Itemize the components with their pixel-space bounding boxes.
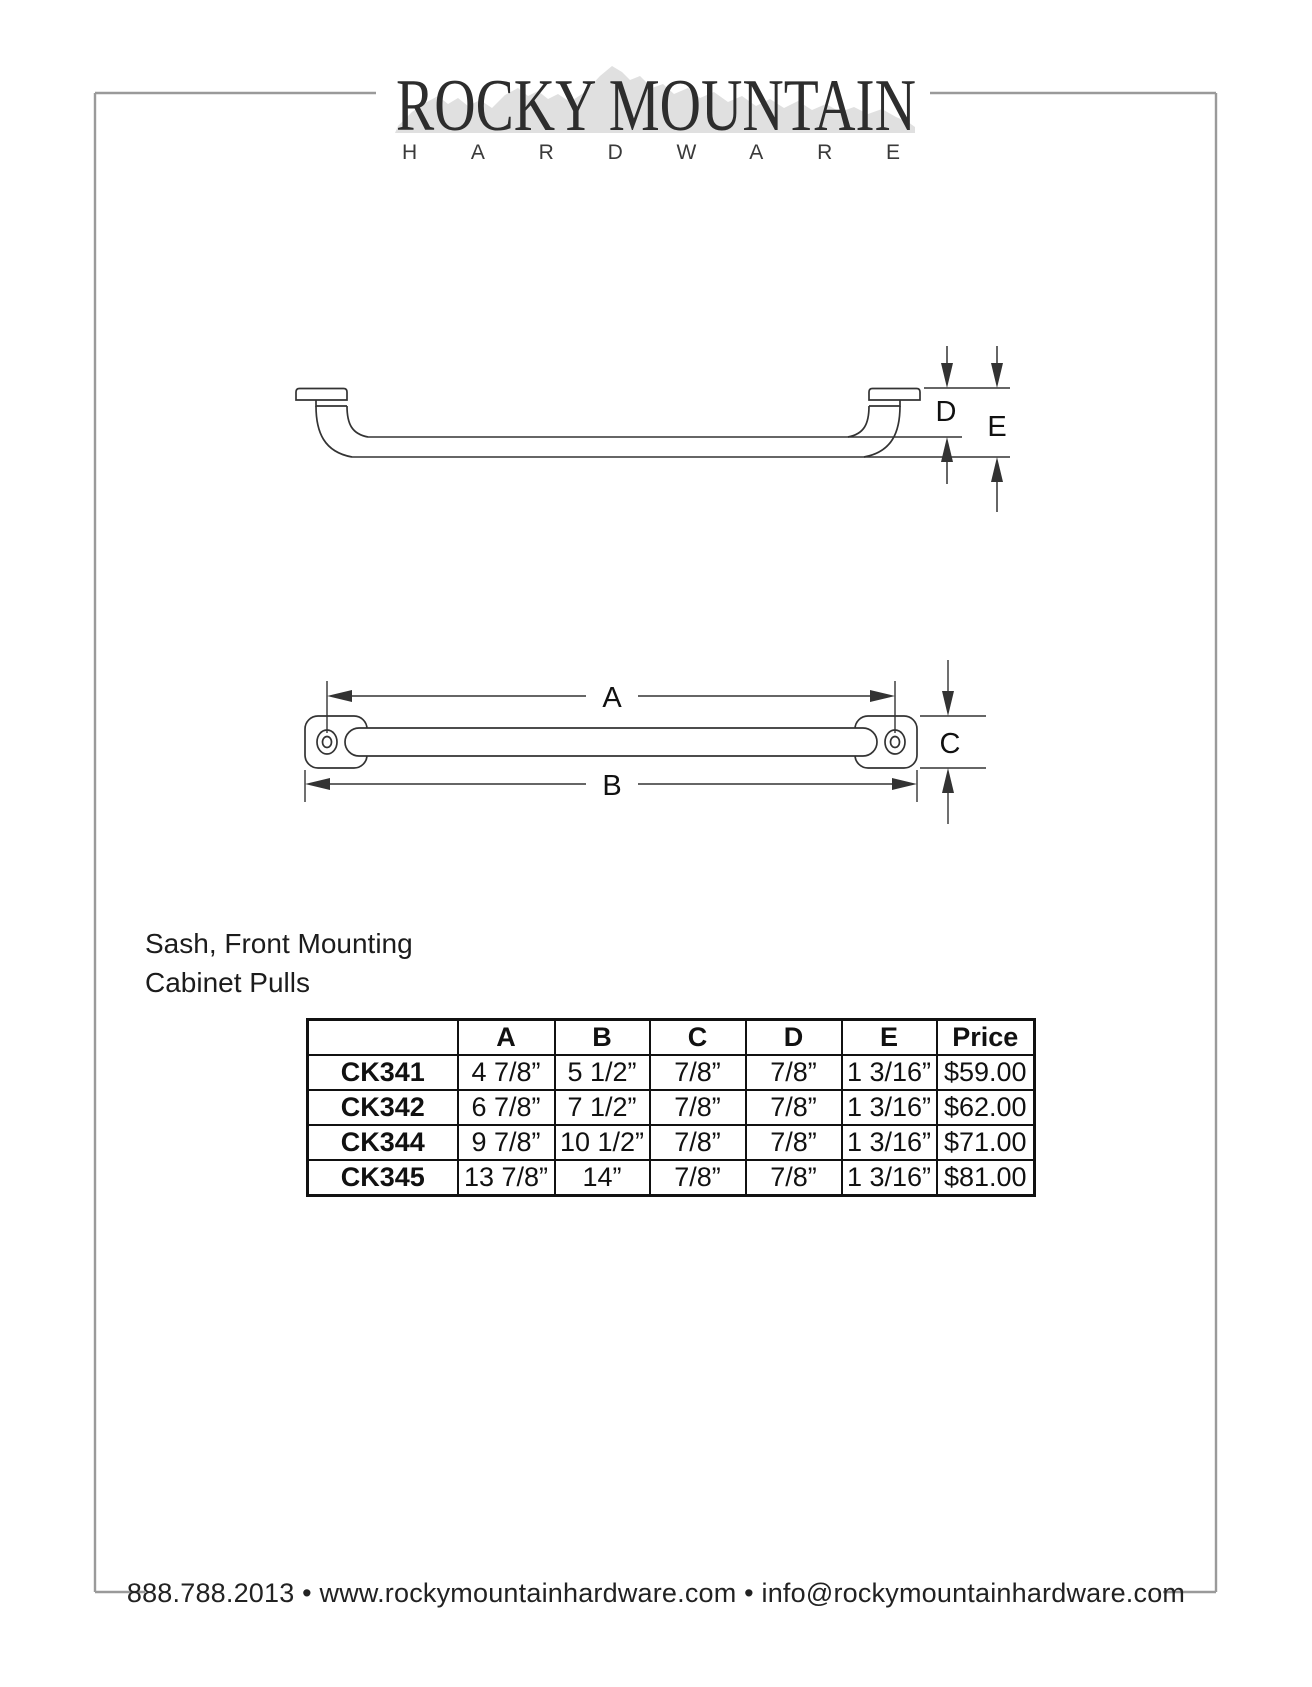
dim-d-cell: 7/8” (746, 1090, 842, 1125)
side-view-drawing (296, 346, 1010, 512)
dim-b-cell: 14” (555, 1160, 650, 1196)
dim-label-b: B (602, 770, 622, 802)
header-e: E (842, 1020, 937, 1056)
front-bar (345, 728, 877, 756)
table-row (308, 1090, 1035, 1125)
price-cell: $59.00 (937, 1055, 1035, 1090)
dim-a-cell: 9 7/8” (458, 1125, 555, 1160)
logo (395, 65, 916, 164)
dim-c-cell: 7/8” (650, 1055, 746, 1090)
model-cell: CK344 (308, 1125, 458, 1160)
side-left-collar (316, 400, 347, 406)
front-left-screw-hole-inner (323, 737, 332, 748)
dim-a-right-arrowhead (870, 690, 895, 702)
dim-b-left-arrowhead (305, 778, 330, 790)
product-heading (145, 924, 413, 1002)
model-cell: CK345 (308, 1160, 458, 1196)
dim-c-cell: 7/8” (650, 1160, 746, 1196)
model-cell: CK342 (308, 1090, 458, 1125)
header-c: C (650, 1020, 746, 1056)
side-left-neck-inner (347, 406, 368, 437)
dim-d-cell: 7/8” (746, 1055, 842, 1090)
logo-subtitle: HARDWARE (402, 141, 900, 164)
header-b: B (555, 1020, 650, 1056)
dim-a-cell: 4 7/8” (458, 1055, 555, 1090)
price-cell: $62.00 (937, 1090, 1035, 1125)
dim-b-cell: 10 1/2” (555, 1125, 650, 1160)
dim-d-cell: 7/8” (746, 1160, 842, 1196)
header-a: A (458, 1020, 555, 1056)
side-right-collar (869, 400, 900, 406)
model-cell: CK341 (308, 1055, 458, 1090)
page-frame (95, 93, 1216, 1592)
dim-c-lower-arrowhead (942, 768, 954, 793)
price-cell: $71.00 (937, 1125, 1035, 1160)
dim-e-cell: 1 3/16” (842, 1090, 937, 1125)
dim-label-d: D (935, 396, 957, 428)
front-right-screw-hole-inner (891, 737, 900, 748)
dim-b-cell: 5 1/2” (555, 1055, 650, 1090)
dim-d-upper-arrowhead (941, 363, 953, 388)
product-heading-line1: Sash, Front Mounting (145, 928, 413, 959)
dim-c-cell: 7/8” (650, 1125, 746, 1160)
header-price: Price (937, 1020, 1035, 1056)
table-header-row (308, 1020, 1035, 1056)
table-row (308, 1160, 1035, 1196)
dim-label-a: A (602, 682, 622, 714)
dim-a-cell: 13 7/8” (458, 1160, 555, 1196)
table-row (308, 1125, 1035, 1160)
dim-label-c: C (939, 728, 961, 760)
product-heading-line2: Cabinet Pulls (145, 967, 310, 998)
dim-e-cell: 1 3/16” (842, 1055, 937, 1090)
dim-e-upper-arrowhead (991, 363, 1003, 388)
table-row (308, 1055, 1035, 1090)
dim-a-left-arrowhead (327, 690, 352, 702)
header-d: D (746, 1020, 842, 1056)
dim-e-cell: 1 3/16” (842, 1160, 937, 1196)
dim-e-lower-arrowhead (991, 457, 1003, 482)
footer-contact-line: 888.788.2013 • www.rockymountainhardware.com • info@rockymountainhardware.com (126, 1578, 1186, 1608)
dim-d-lower-arrowhead (941, 437, 953, 462)
dim-b-right-arrowhead (892, 778, 917, 790)
dim-b-cell: 7 1/2” (555, 1090, 650, 1125)
dim-d-cell: 7/8” (746, 1125, 842, 1160)
logo-title: ROCKY MOUNTAIN (396, 65, 916, 147)
dim-label-e: E (987, 411, 1007, 443)
dim-a-cell: 6 7/8” (458, 1090, 555, 1125)
dim-c-cell: 7/8” (650, 1090, 746, 1125)
side-left-flange (296, 389, 347, 401)
spec-table (306, 1018, 1036, 1197)
front-view-drawing (305, 660, 986, 824)
dim-c-upper-arrowhead (942, 691, 954, 716)
side-right-flange (869, 389, 920, 401)
header-model (308, 1020, 458, 1056)
side-right-neck-inner (848, 406, 869, 437)
dim-e-cell: 1 3/16” (842, 1125, 937, 1160)
price-cell: $81.00 (937, 1160, 1035, 1196)
